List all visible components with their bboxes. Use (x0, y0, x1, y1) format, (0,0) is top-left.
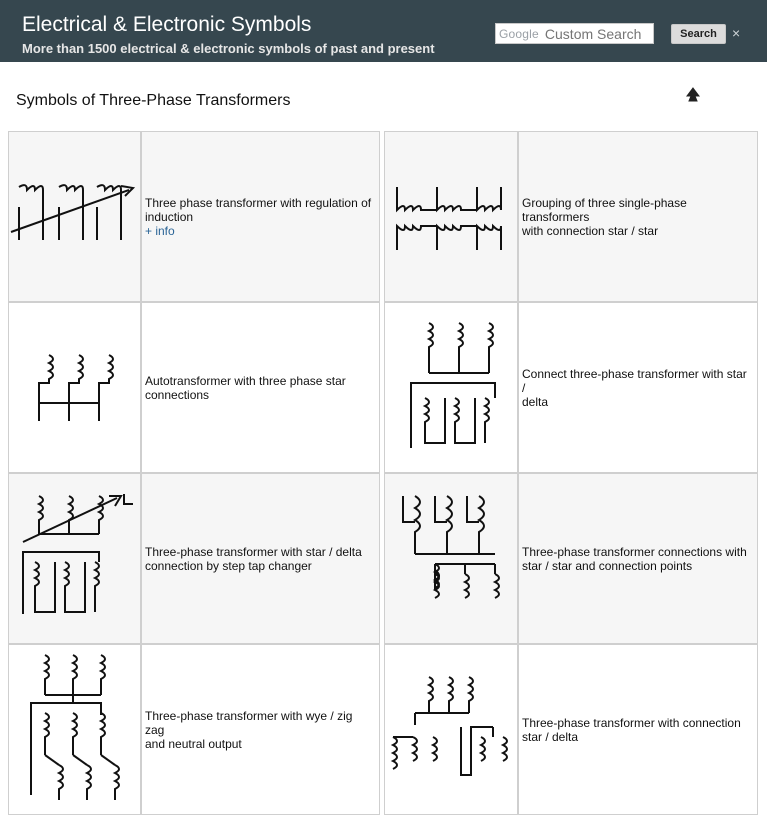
symbol-image-cell (8, 131, 141, 302)
description-line: star / delta (522, 729, 579, 744)
symbol-image-cell (384, 473, 518, 644)
star-delta-connection-symbol (385, 645, 519, 816)
description-line: star / star and connection points (522, 558, 693, 573)
page-title: Symbols of Three-Phase Transformers (16, 92, 291, 109)
autotransformer-star-symbol (9, 303, 142, 474)
wye-zig-zag-neutral-symbol (9, 645, 142, 816)
description-line: connections (145, 387, 210, 402)
symbol-image-cell (384, 644, 518, 815)
symbols-table (8, 131, 758, 815)
symbol-image-cell (8, 473, 141, 644)
arrow-up-icon[interactable] (686, 87, 700, 103)
site-header (0, 0, 767, 62)
description-line: and neutral output (145, 736, 242, 751)
description-line: with connection star / star (522, 223, 659, 238)
description-line: transformers (522, 209, 590, 224)
symbol-description (519, 645, 757, 814)
symbol-image-cell (384, 302, 518, 473)
description-line: Autotransformer with three phase star (145, 373, 346, 388)
info-link[interactable]: + info (145, 223, 175, 238)
symbol-desc-cell (141, 644, 380, 815)
symbol-description (142, 645, 379, 814)
symbol-description (519, 474, 757, 643)
symbol-image-cell (8, 302, 141, 473)
symbol-description (519, 132, 757, 301)
description-line: delta (522, 394, 549, 409)
symbol-desc-cell (518, 131, 758, 302)
symbol-desc-cell (518, 302, 758, 473)
description-line: Grouping of three single-phase (522, 195, 687, 210)
search-box[interactable] (495, 23, 654, 44)
description-line: Three-phase transformer with connection (522, 715, 741, 730)
description-line: Three-phase transformer with wye / zig zag (145, 708, 353, 737)
star-star-connection-points-symbol (385, 474, 519, 645)
star-delta-step-tap-symbol (9, 474, 142, 645)
symbol-description (142, 132, 379, 301)
star-delta-transformer-symbol (385, 303, 519, 474)
symbol-desc-cell (141, 302, 380, 473)
symbol-description (519, 303, 757, 472)
symbol-image-cell (384, 131, 518, 302)
description-line: Three-phase transformer connections with (522, 544, 747, 559)
search-input[interactable] (545, 26, 647, 42)
description-line: Connect three-phase transformer with star / (522, 366, 747, 395)
symbol-desc-cell (518, 644, 758, 815)
symbol-desc-cell (141, 473, 380, 644)
symbol-description (142, 474, 379, 643)
description-line: connection by step tap changer (145, 558, 312, 573)
close-icon[interactable]: × (732, 25, 741, 41)
description-line: Three-phase transformer with star / delta (145, 544, 362, 559)
symbol-description (142, 303, 379, 472)
site-title[interactable]: Electrical & Electronic Symbols (22, 13, 312, 36)
symbol-desc-cell (518, 473, 758, 644)
description-line: induction (145, 209, 194, 224)
google-logo: Google (499, 26, 539, 41)
symbol-image-cell (8, 644, 141, 815)
search-button[interactable]: Search (671, 24, 726, 44)
description-line: Three phase transformer with regulation of (145, 195, 372, 210)
site-subtitle: More than 1500 electrical & electronic symbols of past and present (22, 41, 435, 56)
three-single-phase-star-star-symbol (385, 132, 519, 303)
symbol-desc-cell (141, 131, 380, 302)
three-phase-induction-regulator-symbol (9, 132, 142, 303)
